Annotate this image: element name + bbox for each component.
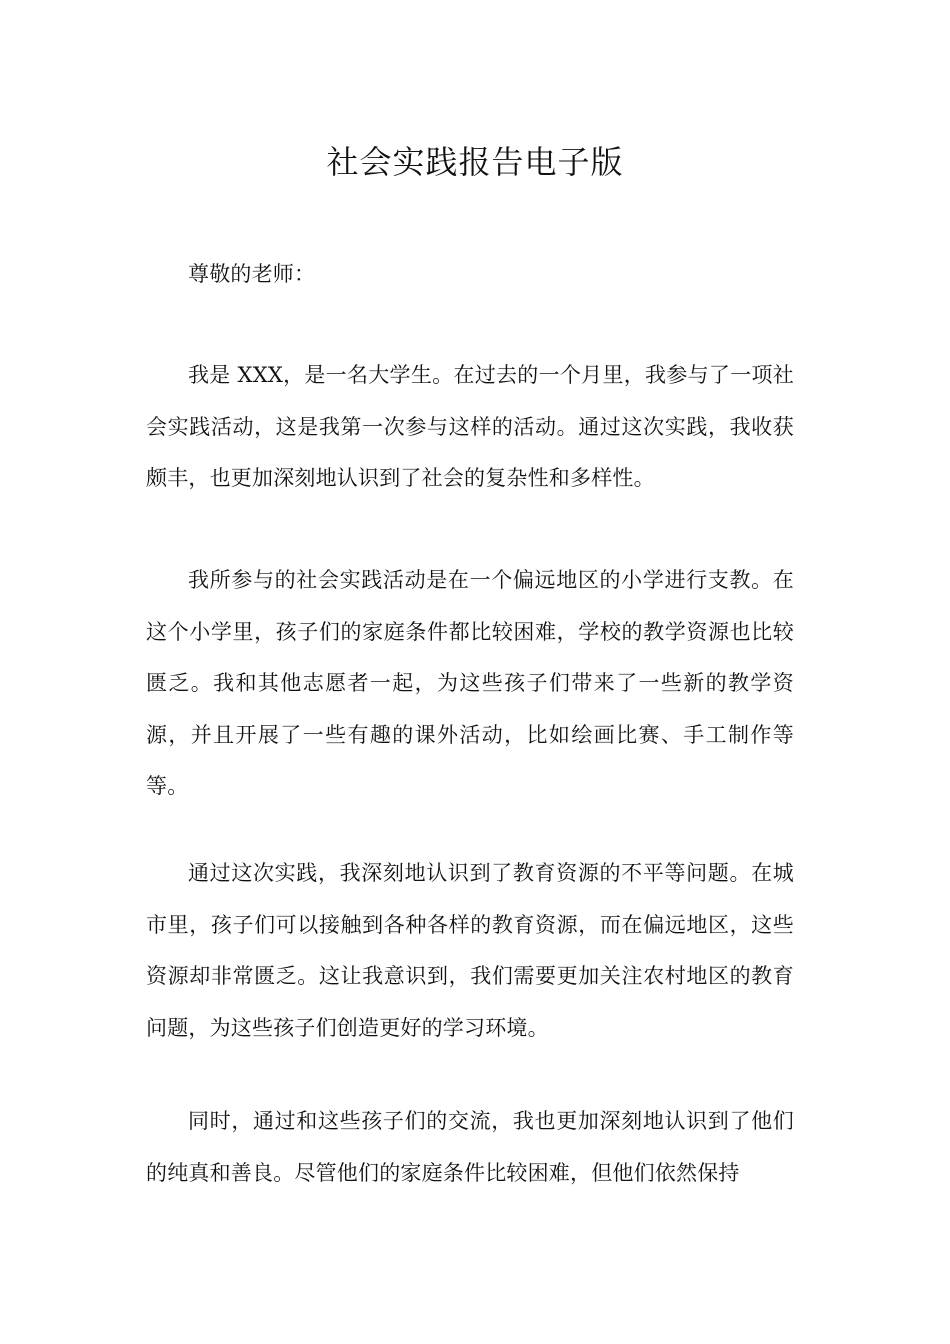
paragraph-reflection: 通过这次实践，我深刻地认识到了教育资源的不平等问题。在城市里，孩子们可以接触到各种各样的教育资源，而在偏远地区，这些资源却非常匮乏。这让我意识到，我们需要更加关注农村地区的教育问题，为这些孩子们创造更好的学习环境。 xyxy=(146,861,794,1040)
salutation: 尊敬的老师： xyxy=(188,262,316,286)
paragraph-activity: 我所参与的社会实践活动是在一个偏远地区的小学进行支教。在这个小学里，孩子们的家庭条件都比较困难，学校的教学资源也比较匮乏。我和其他志愿者一起，为这些孩子们带来了一些新的教学资源，并且开展了一些有趣的课外活动，比如绘画比赛、手工制作等等。 xyxy=(146,568,794,798)
paragraph-intro: 我是 XXX，是一名大学生。在过去的一个月里，我参与了一项社会实践活动，这是我第一次参与这样的活动。通过这次实践，我收获颇丰，也更加深刻地认识到了社会的复杂性和多样性。 xyxy=(146,363,794,490)
document-title: 社会实践报告电子版 xyxy=(326,143,624,181)
paragraph-children: 同时，通过和这些孩子们的交流，我也更加深刻地认识到了他们的纯真和善良。尽管他们的家庭条件比较困难，但他们依然保持 xyxy=(146,1109,794,1185)
